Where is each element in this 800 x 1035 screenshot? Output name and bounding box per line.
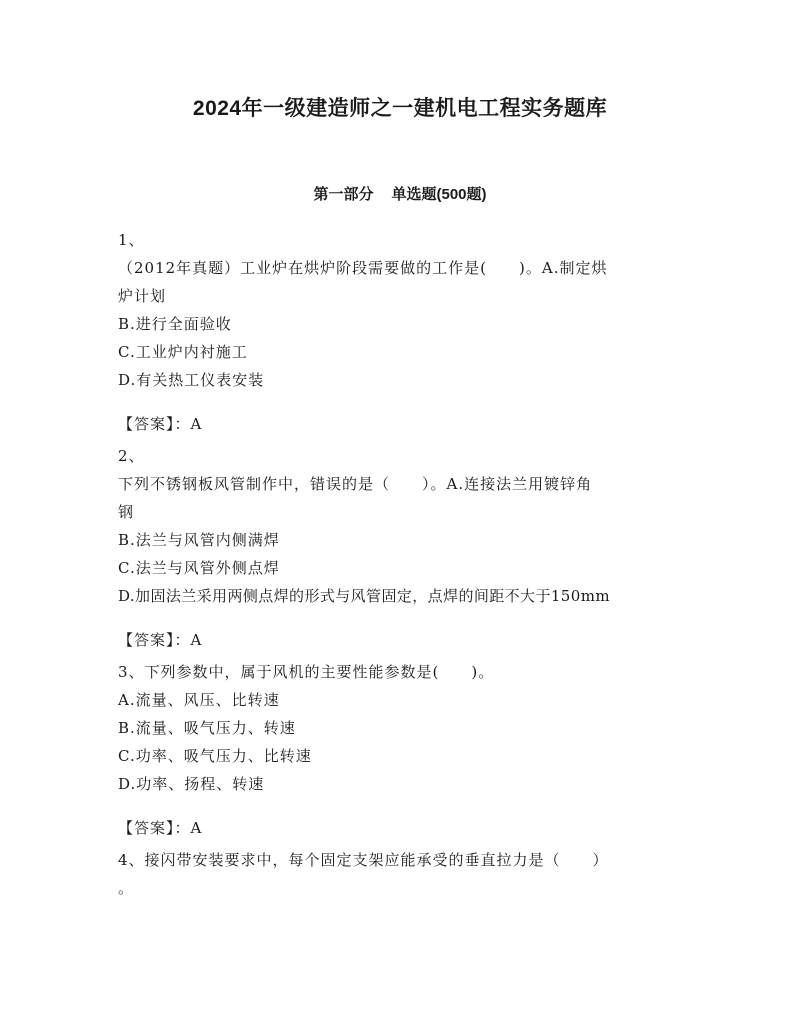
question-stem: （2012年真题）工业炉在烘炉阶段需要做的工作是( )。A.制定烘 xyxy=(118,259,608,277)
section-part: 第一部分 xyxy=(313,186,374,203)
option-c: C.法兰与风管外侧点焊 xyxy=(118,559,280,577)
question-3 xyxy=(118,658,688,842)
question-2 xyxy=(118,442,688,654)
answer: 【答案】：A xyxy=(118,415,203,433)
option-a: A.流量、风压、比转速 xyxy=(118,691,280,709)
answer: 【答案】：A xyxy=(118,631,203,649)
option-d: D.有关热工仪表安装 xyxy=(118,371,265,389)
option-c: C.工业炉内衬施工 xyxy=(118,343,248,361)
option-d: D.功率、扬程、转速 xyxy=(118,775,265,793)
question-number: 1、 xyxy=(118,231,145,249)
question-number: 2、 xyxy=(118,447,145,465)
question-stem: 4、接闪带安装要求中，每个固定支架应能承受的垂直拉力是（ ） xyxy=(118,851,609,869)
question-4 xyxy=(118,846,688,902)
section-heading xyxy=(0,183,800,207)
question-stem-continued: 钢 xyxy=(118,503,135,521)
question-stem: 下列不锈钢板风管制作中，错误的是（ ）。A.连接法兰用镀锌角 xyxy=(118,475,593,493)
question-list xyxy=(118,226,688,902)
answer: 【答案】：A xyxy=(118,819,203,837)
option-b: B.法兰与风管内侧满焊 xyxy=(118,531,280,549)
option-b: B.流量、吸气压力、转速 xyxy=(118,719,296,737)
question-stem: 3、下列参数中，属于风机的主要性能参数是( )。 xyxy=(118,663,495,681)
option-b: B.进行全面验收 xyxy=(118,315,232,333)
option-d: D.加固法兰采用两侧点焊的形式与风管固定，点焊的间距不大于150mm xyxy=(118,587,610,605)
question-1 xyxy=(118,226,688,438)
section-name: 单选题(500题) xyxy=(391,186,487,203)
option-c: C.功率、吸气压力、比转速 xyxy=(118,747,312,765)
question-stem-continued: 炉计划 xyxy=(118,287,167,305)
document-title: 2024年一级建造师之一建机电工程实务题库 xyxy=(192,97,608,120)
question-stem-continued: 。 xyxy=(118,879,135,897)
